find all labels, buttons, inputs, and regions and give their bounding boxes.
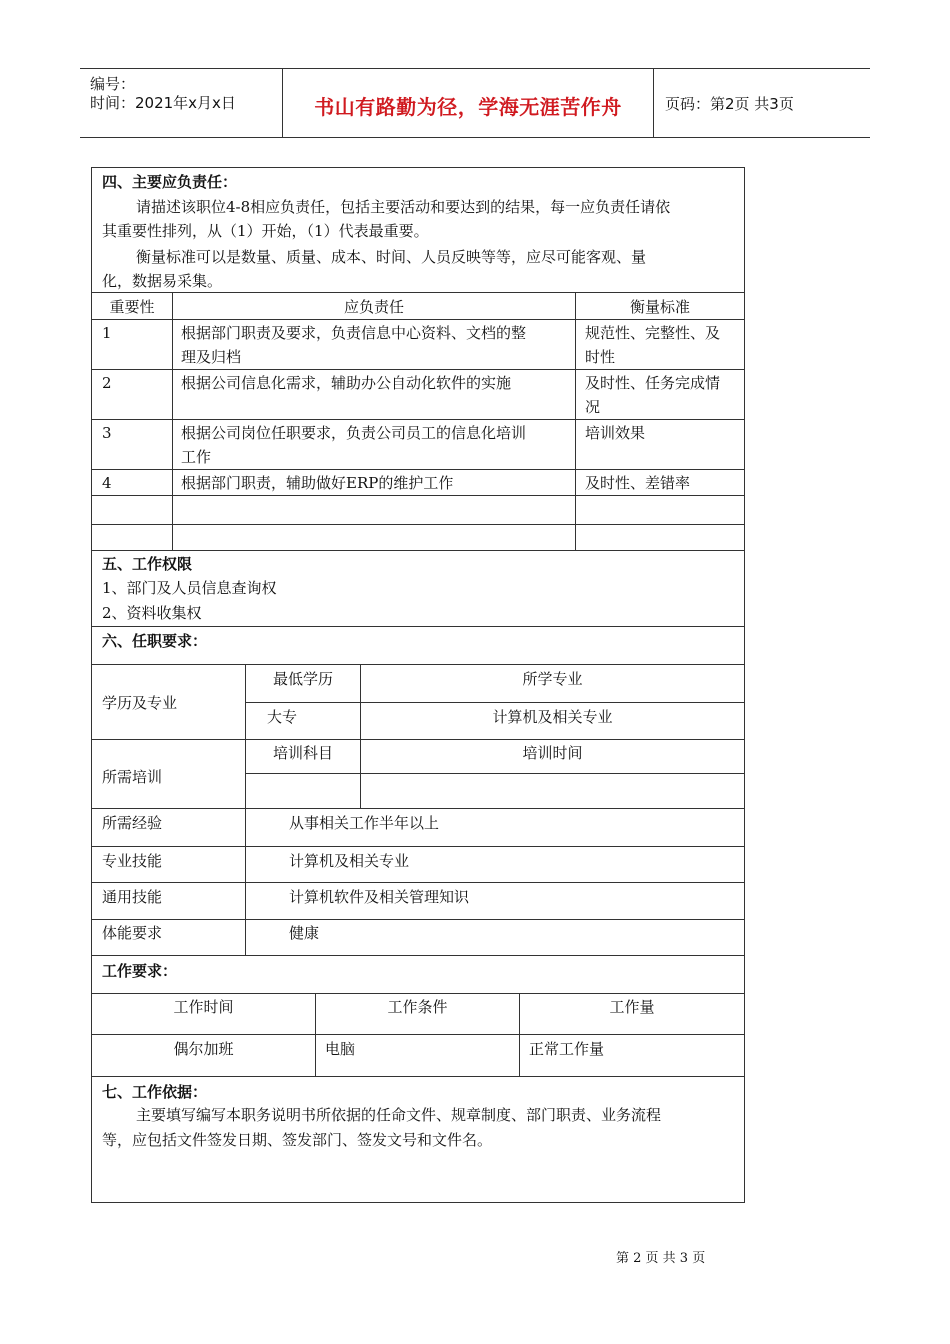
page-header: [80, 68, 870, 138]
general-skill-label: 通用技能: [102, 888, 163, 906]
training-subject-header: 培训科目: [272, 744, 333, 762]
physical-value: 健康: [289, 924, 320, 942]
duty-rank: 4: [102, 474, 112, 492]
duty-text: 根据部门职责及要求，负责信息中心资料、文档的整: [181, 324, 527, 342]
column-header-importance: 重要性: [109, 298, 155, 316]
header-motto: 书山有路勤为径，学海无涯苦作舟: [314, 95, 622, 119]
duty-text: 理及归档: [181, 348, 242, 366]
duty-measure: 规范性、完整性、及: [585, 324, 721, 342]
professional-skill-label: 专业技能: [102, 852, 163, 870]
duty-text: 根据部门职责，辅助做好ERP的维护工作: [181, 474, 454, 492]
section7-title: 七、工作依据：: [102, 1083, 208, 1101]
professional-skill-value: 计算机及相关专业: [289, 852, 410, 870]
workload-header: 工作量: [609, 998, 655, 1016]
duty-measure: 及时性、任务完成情: [585, 374, 721, 392]
workload-value: 正常工作量: [529, 1040, 605, 1058]
section4-intro: 衡量标准可以是数量、质量、成本、时间、人员反映等等，应尽可能客观、量: [136, 248, 647, 266]
document-number-label: 编号：: [90, 75, 136, 93]
page-footer: 第 2 页 共 3 页: [616, 1251, 706, 1266]
min-education-value: 大专: [267, 708, 298, 726]
section4-title: 四、主要应负责任：: [102, 173, 238, 191]
experience-label: 所需经验: [102, 814, 163, 832]
duty-text: 根据公司信息化需求，辅助办公自动化软件的实施: [181, 374, 512, 392]
duty-text: 工作: [181, 448, 212, 466]
education-label: 学历及专业: [102, 694, 178, 712]
major-header: 所学专业: [522, 670, 583, 688]
duty-text: 根据公司岗位任职要求，负责公司员工的信息化培训: [181, 424, 527, 442]
major-value: 计算机及相关专业: [492, 708, 613, 726]
header-meta: [80, 69, 283, 137]
duty-rank: 2: [102, 374, 112, 392]
experience-value: 从事相关工作半年以上: [289, 814, 440, 832]
work-condition-value: 电脑: [325, 1040, 356, 1058]
header-page-code: 页码：第2页 共3页: [665, 95, 794, 113]
column-header-measure: 衡量标准: [629, 298, 690, 316]
section4-intro: 化，数据易采集。: [102, 272, 223, 290]
work-condition-header: 工作条件: [387, 998, 448, 1016]
section7-text: 主要填写编写本职务说明书所依据的任命文件、规章制度、部门职责、业务流程: [136, 1106, 662, 1124]
section5-title: 五、工作权限: [102, 555, 193, 573]
duty-measure: 况: [585, 398, 601, 416]
work-time-value: 偶尔加班: [173, 1040, 234, 1058]
duty-measure: 时性: [585, 348, 616, 366]
duty-measure: 培训效果: [585, 424, 646, 442]
authority-item: 2、资料收集权: [102, 604, 202, 622]
training-time-header: 培训时间: [522, 744, 583, 762]
training-label: 所需培训: [102, 768, 163, 786]
min-education-header: 最低学历: [272, 670, 333, 688]
duty-rank: 1: [102, 324, 112, 342]
section6-title: 六、任职要求：: [102, 632, 208, 650]
work-requirements-title: 工作要求：: [102, 962, 178, 980]
general-skill-value: 计算机软件及相关管理知识: [289, 888, 470, 906]
column-header-duty: 应负责任: [343, 298, 404, 316]
work-time-header: 工作时间: [173, 998, 234, 1016]
authority-item: 1、部门及人员信息查询权: [102, 579, 277, 597]
section4-intro: 其重要性排列，从（1）开始，（1）代表最重要。: [102, 222, 429, 240]
duty-measure: 及时性、差错率: [585, 474, 691, 492]
job-description-form: [91, 167, 745, 1203]
section4-intro: 请描述该职位4-8相应负责任，包括主要活动和要达到的结果，每一应负责任请依: [136, 198, 671, 216]
duty-rank: 3: [102, 424, 112, 442]
section7-text: 等，应包括文件签发日期、签发部门、签发文号和文件名。: [102, 1131, 493, 1149]
document-time: 时间：2021年x月x日: [90, 94, 236, 112]
physical-label: 体能要求: [102, 924, 163, 942]
header-motto-cell: [283, 69, 654, 137]
